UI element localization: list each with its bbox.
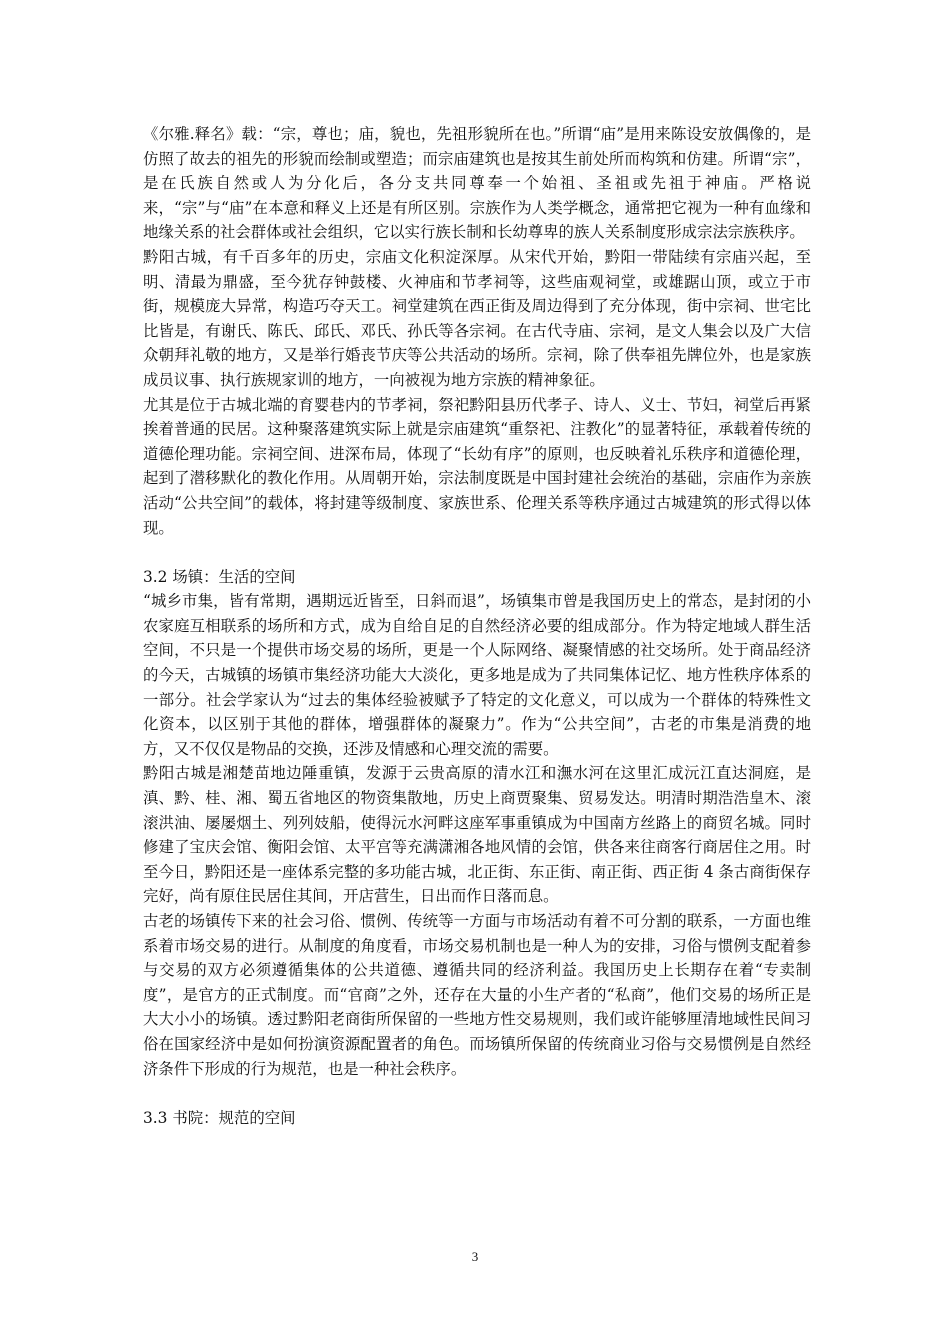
paragraph-market-customs: 古老的场镇传下来的社会习俗、惯例、传统等一方面与市场活动有着不可分割的联系，一方面也维系着市场交易的进行。从制度的角度看，市场交易机制也是一种人为的安排，习俗与惯例支配着参与交易的双方必须遵循集体的公共道德、遵循共同的经济利益。我国历史上长期存在着“专卖制度”，是官方的正式制度。而“官商”之外，还存在大量的小生产者的“私商”，他们交易的场所正是大大小小的场镇。透过黔阳老商街所保留的一些地方性交易规则，我们或许能够厘清地域性民间习俗在国家经济中是如何扮演资源配置者的角色。而场镇所保留的传统商业习俗与交易惯例是自然经济条件下形成的行为规范，也是一种社会秩序。 bbox=[143, 912, 811, 1078]
paragraph-market-fairs: “城乡市集，皆有常期，遇期远近皆至，日斜而退”，场镇集市曾是我国历史上的常态，是封闭的小农家庭互相联系的场所和方式，成为自给自足的自然经济必要的组成部分。作为特定地域人群生活空间，不只是一个提供市场交易的场所，更是一个人际网络、凝聚情感的社交场所。处于商品经济的今天，古城镇的场镇市集经济功能大大淡化，更多地是成为了共同集体记忆、地方性秩序体系的一部分。社会学家认为“过去的集体经验被赋予了特定的文化意义，可以成为一个群体的特殊性文化资本，以区别于其他的群体，增强群体的凝聚力”。作为“公共空间”，古老的市集是消费的地方，又不仅仅是物品的交换，还涉及情感和心理交流的需要。 bbox=[143, 592, 811, 758]
paragraph-spacer bbox=[143, 540, 811, 565]
paragraph-spacer bbox=[143, 1081, 811, 1106]
paragraph-qianyang-temples: 黔阳古城，有千百多年的历史，宗庙文化积淀深厚。从宋代开始，黔阳一带陆续有宗庙兴起，至明、清最为鼎盛，至今犹存钟鼓楼、火神庙和节孝祠等，这些庙观祠堂，或雄踞山顶，或立于市街，规模庞大异常，构造巧夺天工。祠堂建筑在西正街及周边得到了充分体现，街中宗祠、世宅比比皆是，有谢氏、陈氏、邱氏、邓氏、孙氏等各宗祠。在古代寺庙、宗祠，是文人集会以及广大信众朝拜礼敬的地方，又是举行婚丧节庆等公共活动的场所。宗祠，除了供奉祖先牌位外，也是家族成员议事、执行族规家训的地方，一向被视为地方宗族的精神象征。 bbox=[143, 247, 811, 389]
page-body bbox=[143, 122, 811, 1130]
page-number: 3 bbox=[471, 1249, 479, 1264]
paragraph-erya: 《尔雅.释名》载：“宗，尊也；庙，貌也，先祖形貌所在也。”所谓“庙”是用来陈设安放偶像的，是仿照了故去的祖先的形貌而绘制或塑造；而宗庙建筑也是按其生前处所而构筑和仿建。所谓“宗”，是在氏族自然或人为分化后，各分支共同尊奉一个始祖、圣祖或先祖于神庙。严格说来，“宗”与“庙”在本意和释义上还是有所区别。宗族作为人类学概念，通常把它视为一种有血缘和地缘关系的社会群体或社会组织，它以实行族长制和长幼尊卑的族人关系制度形成宗法宗族秩序。 bbox=[143, 125, 811, 242]
section-heading-3-3: 3.3 书院：规范的空间 bbox=[143, 1108, 296, 1127]
paragraph-jiexiao-shrine: 尤其是位于古城北端的育婴巷内的节孝祠，祭祀黔阳县历代孝子、诗人、义士、节妇，祠堂后再紧挨着普通的民居。这种聚落建筑实际上就是宗庙建筑“重祭祀、注教化”的显著特征，承载着传统的道德伦理功能。宗祠空间、进深布局，体现了“长幼有序”的原则，也反映着礼乐秩序和道德伦理，起到了潜移默化的教化作用。从周朝开始，宗法制度既是中国封建社会统治的基础，宗庙作为亲族活动“公共空间”的载体，将封建等级制度、家族世系、伦理关系等秩序通过古城建筑的形式得以体现。 bbox=[143, 395, 811, 537]
section-heading-3-2: 3.2 场镇：生活的空间 bbox=[143, 567, 296, 586]
paragraph-qianyang-trade: 黔阳古城是湘楚苗地边陲重镇，发源于云贵高原的清水江和潕水河在这里汇成沅江直达洞庭，是滇、黔、桂、湘、蜀五省地区的物资集散地，历史上商贾聚集、贸易发达。明清时期浩浩皇木、滚滚洪油、屡屡烟土、列列妓船，使得沅水河畔这座军事重镇成为中国南方丝路上的商贸名城。同时修建了宝庆会馆、衡阳会馆、太平宫等充满潇湘各地风情的会馆，供各来往商客行商居住之用。时至今日，黔阳还是一座体系完整的多功能古城，北正街、东正街、南正街、西正街 4 条古商街保存完好，尚有原住民居住其间，开店营生，日出而作日落而息。 bbox=[143, 764, 811, 906]
